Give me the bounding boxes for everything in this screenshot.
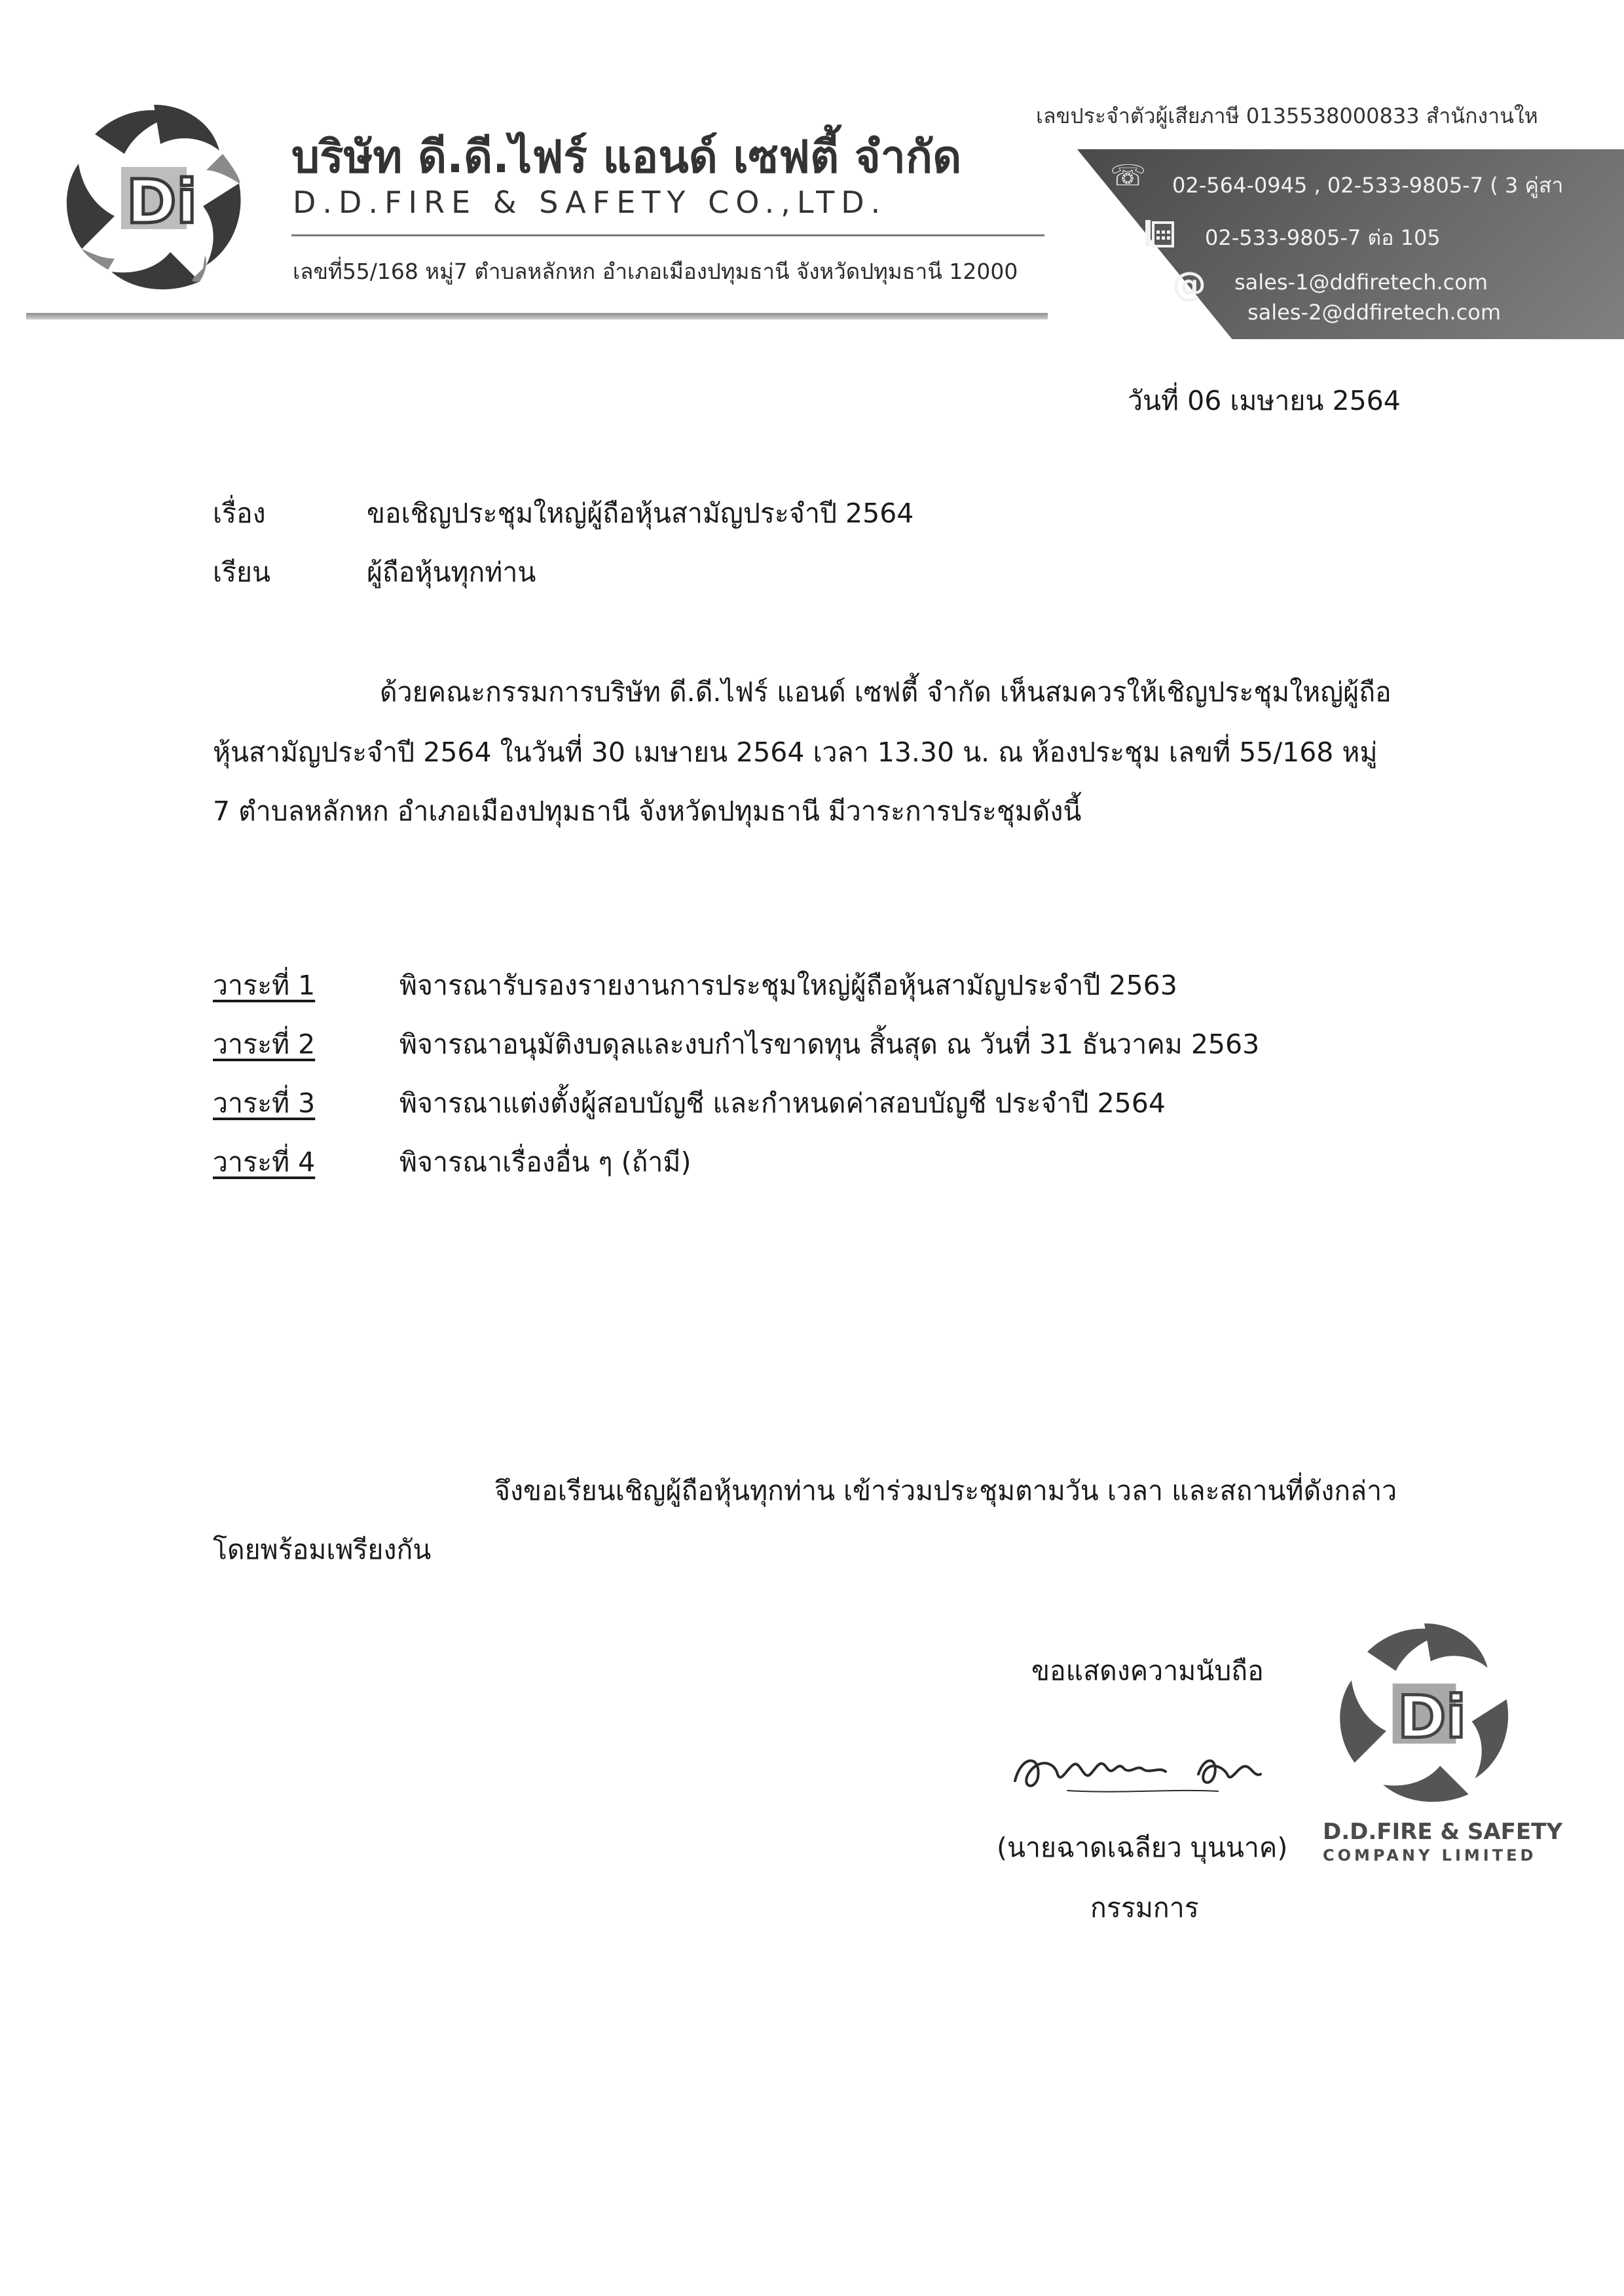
subject-label: เรื่อง [213,498,266,529]
regards-text: ขอแสดงความนับถือ [1031,1655,1264,1686]
fax-icon [1143,216,1175,249]
agenda-label-2: วาระที่ 2 [213,1029,316,1060]
letter-date: วันที่ 06 เมษายน 2564 [1128,385,1401,416]
agenda-label-1: วาระที่ 1 [213,970,316,1001]
agenda-text-2: พิจารณาอนุมัติงบดุลและงบกำไรขาดทุน สิ้นสุด ณ วันที่ 31 ธันวาคม 2563 [399,1029,1260,1060]
stamp-company-name: D.D.FIRE & SAFETY [1323,1819,1562,1845]
agenda-text-4: พิจารณาเรื่องอื่น ๆ (ถ้ามี) [399,1146,692,1178]
header-divider [291,234,1044,236]
recipient-text: ผู้ถือหุ้นทุกท่าน [367,556,536,588]
header-bottom-rule [26,313,1048,319]
company-logo-icon [56,98,252,295]
agenda-label-3: วาระที่ 3 [213,1087,316,1119]
svg-text:Di: Di [1397,1683,1466,1751]
intro-line-2: หุ้นสามัญประจำปี 2564 ในวันที่ 30 เมษายน 2564 เวลา 13.30 น. ณ ห้องประชุม เลขที่ 55/168 หมู่ [213,737,1378,768]
subject-text: ขอเชิญประชุมใหญ่ผู้ถือหุ้นสามัญประจำปี 2564 [367,498,914,529]
email-icon: @ [1172,265,1206,304]
contact-email-1: sales-1@ddfiretech.com [1234,270,1488,295]
intro-line-1: ด้วยคณะกรรมการบริษัท ดี.ดี.ไฟร์ แอนด์ เซฟตี้ จำกัด เห็นสมควรให้เชิญประชุมใหญ่ผู้ถือ [380,676,1392,708]
phone-icon: ☏ [1110,159,1147,192]
agenda-text-1: พิจารณารับรองรายงานการประชุมใหญ่ผู้ถือหุ้นสามัญประจำปี 2563 [399,970,1177,1001]
stamp-company-suffix: COMPANY LIMITED [1323,1846,1537,1865]
contact-fax: 02-533-9805-7 ต่อ 105 [1205,225,1441,250]
signer-title: กรรมการ [1090,1892,1199,1923]
company-stamp-icon [1329,1617,1519,1807]
agenda-text-3: พิจารณาแต่งตั้งผู้สอบบัญชี และกำหนดค่าสอบบัญชี ประจำปี 2564 [399,1087,1166,1119]
contact-phone: 02-564-0945 , 02-533-9805-7 ( 3 คู่สา [1172,173,1564,198]
company-name-thai: บริษัท ดี.ดี.ไฟร์ แอนด์ เซฟตี้ จำกัด [291,132,962,183]
company-name-english: D.D.FIRE & SAFETY CO.,LTD. [293,185,887,220]
intro-line-3: 7 ตำบลหลักหก อำเภอเมืองปทุมธานี จังหวัดปทุมธานี มีวาระการประชุมดังนี้ [213,795,1082,827]
contact-email-2: sales-2@ddfiretech.com [1247,300,1501,325]
recipient-label: เรียน [213,556,271,588]
signature-mark [1002,1728,1297,1807]
signer-name: (นายฉาดเฉลียว บุนนาค) [997,1832,1288,1863]
closing-line-1: จึงขอเรียนเชิญผู้ถือหุ้นทุกท่าน เข้าร่วมประชุมตามวัน เวลา และสถานที่ดังกล่าว [494,1475,1397,1506]
company-address: เลขที่55/168 หมู่7 ตำบลหลักหก อำเภอเมืองปทุมธานี จังหวัดปทุมธานี 12000 [293,259,1018,284]
tax-id: เลขประจำตัวผู้เสียภาษี 0135538000833 สำนักงานให [1036,103,1538,128]
svg-text:Di: Di [126,167,197,237]
agenda-label-4: วาระที่ 4 [213,1146,316,1178]
closing-line-2: โดยพร้อมเพรียงกัน [213,1534,432,1565]
